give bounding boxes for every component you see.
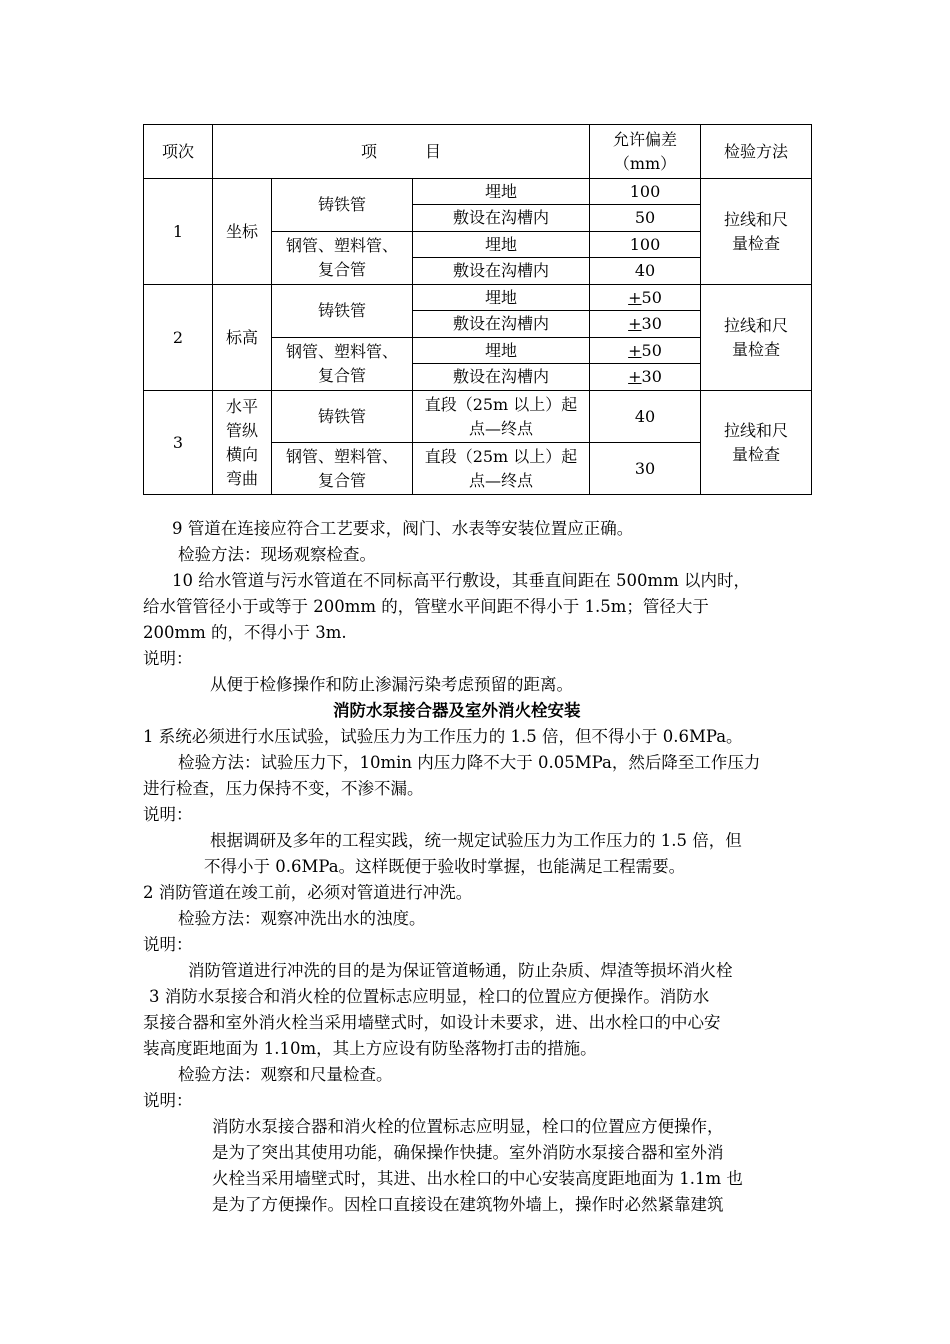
method-cell: 拉线和尺 量检查 [701,391,812,495]
note-text-line2: 不得小于 0.6MPa。这样既便于验收时掌握，也能满足工程需要。 [204,857,686,876]
note-text-line1: 根据调研及多年的工程实践，统一规定试验压力为工作压力的 1.5 倍，但 [210,831,742,850]
method-cell: 拉线和尺 量检查 [701,179,812,285]
tolerance-cell: +30 [590,311,701,338]
group-no: 2 [144,285,213,391]
pipe-type: 钢管、塑料管、 复合管 [272,232,413,285]
tolerance-table [143,124,812,495]
paragraph-10-line1: 10 给水管道与污水管道在不同标高平行敷设，其垂直间距在 500mm 以内时， [172,571,751,590]
table-row [144,179,812,205]
table-header-row [144,125,812,179]
method-cell: 拉线和尺 量检查 [701,285,812,391]
condition-cell: 埋地 [413,338,590,364]
note-label: 说明： [143,935,193,954]
tolerance-cell: 40 [590,391,701,443]
note-text-line4: 是为了方便操作。因栓口直接设在建筑物外墙上，操作时必然紧靠建筑 [212,1195,724,1214]
header-item: 项 目 [213,125,590,179]
condition-cell: 敷设在沟槽内 [413,205,590,232]
item-3-method: 检验方法：观察和尺量检查。 [178,1065,393,1084]
condition-cell: 直段（25m 以上）起 点—终点 [413,391,590,443]
pipe-type: 铸铁管 [272,391,413,443]
note-text: 消防管道进行冲洗的目的是为保证管道畅通，防止杂质、焊渣等损坏消火栓 [188,961,733,980]
condition-cell: 敷设在沟槽内 [413,364,590,391]
group-name: 坐标 [213,179,272,285]
item-1-method-line1: 检验方法：试验压力下，10min 内压力降不大于 0.05MPa，然后降至工作压力 [178,753,761,772]
group-name: 标高 [213,285,272,391]
item-2-method: 检验方法：观察冲洗出水的浊度。 [178,909,426,928]
tolerance-cell: 100 [590,179,701,205]
item-1: 1 系统必须进行水压试验，试验压力为工作压力的 1.5 倍，但不得小于 0.6MPa。 [143,727,743,746]
note-text-line2: 是为了突出其使用功能，确保操作快捷。室外消防水泵接合器和室外消 [212,1143,724,1162]
condition-cell: 埋地 [413,285,590,311]
group-no: 1 [144,179,213,285]
group-name: 水平 管纵 横向 弯曲 [213,391,272,495]
pipe-type: 钢管、塑料管、 复合管 [272,443,413,495]
paragraph-9: 9 管道在连接应符合工艺要求，阀门、水表等安装位置应正确。 [172,519,634,538]
group-no: 3 [144,391,213,495]
condition-cell: 直段（25m 以上）起 点—终点 [413,443,590,495]
section-heading: 消防水泵接合器及室外消火栓安装 [333,701,581,720]
tolerance-cell: 30 [590,443,701,495]
note-text-line3: 火栓当采用墙壁式时，其进、出水栓口的中心安装高度距地面为 1.1m 也 [212,1169,743,1188]
header-tolerance: 允许偏差 （mm） [590,125,701,179]
pipe-type: 铸铁管 [272,179,413,232]
item-3-line2: 泵接合器和室外消火栓当采用墙壁式时，如设计未要求，进、出水栓口的中心安 [143,1013,721,1032]
note-text-line1: 消防水泵接合器和消火栓的位置标志应明显，栓口的位置应方便操作， [212,1117,724,1136]
item-3-line1: 3 消防水泵接合和消火栓的位置标志应明显，栓口的位置应方便操作。消防水 [149,987,710,1006]
tolerance-cell: 100 [590,232,701,258]
header-item-no: 项次 [144,125,213,179]
item-1-method-line2: 进行检查，压力保持不变，不渗不漏。 [143,779,424,798]
item-3-line3: 装高度距地面为 1.10m，其上方应设有防坠落物打击的措施。 [143,1039,597,1058]
tolerance-cell: +30 [590,364,701,391]
tolerance-cell: 40 [590,258,701,285]
paragraph-10-line2: 给水管管径小于或等于 200mm 的，管壁水平间距不得小于 1.5m；管径大于 [143,597,709,616]
paragraph-10-line3: 200mm 的，不得小于 3m. [143,623,347,642]
note-label: 说明： [143,1091,193,1110]
header-method: 检验方法 [701,125,812,179]
table-row [144,391,812,443]
pipe-type: 钢管、塑料管、 复合管 [272,338,413,391]
condition-cell: 埋地 [413,179,590,205]
tolerance-cell: +50 [590,338,701,364]
note-text: 从便于检修操作和防止渗漏污染考虑预留的距离。 [210,675,573,694]
tolerance-cell: +50 [590,285,701,311]
pipe-type: 铸铁管 [272,285,413,338]
tolerance-cell: 50 [590,205,701,232]
item-2: 2 消防管道在竣工前，必须对管道进行冲洗。 [143,883,473,902]
condition-cell: 埋地 [413,232,590,258]
note-label: 说明： [143,649,193,668]
condition-cell: 敷设在沟槽内 [413,258,590,285]
table-row [144,285,812,311]
condition-cell: 敷设在沟槽内 [413,311,590,338]
paragraph-9-method: 检验方法：现场观察检查。 [178,545,376,564]
note-label: 说明： [143,805,193,824]
